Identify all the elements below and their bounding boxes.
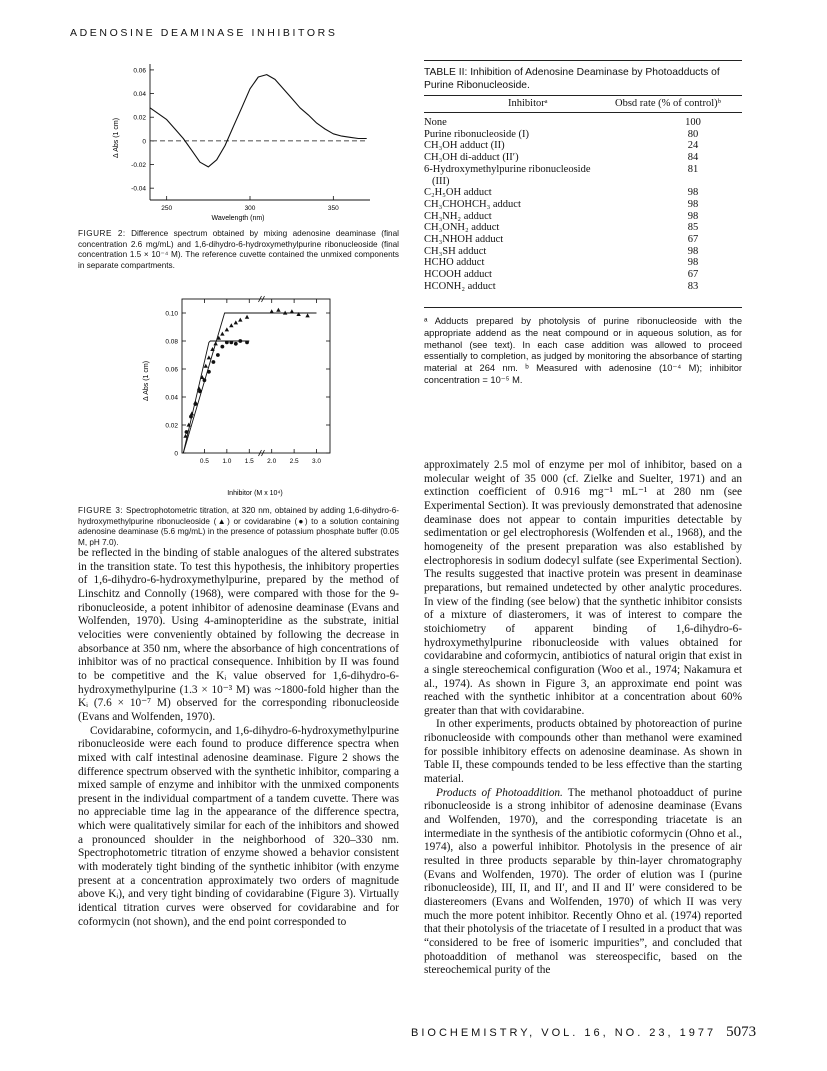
covidarabine-point	[211, 360, 215, 364]
table-cell-rate: 81	[687, 163, 699, 175]
figure-2-caption-text: Difference spectrum obtained by mixing adenosine deaminase (final concentration 2.6 mg/mL) and 1,6-dihydro-6-hydroxymethylpurine ribonucleoside (final concentration 1.5 × 10⁻⁴ M). The reference cuvette contained the unmixed components in separate compartments.	[78, 229, 399, 270]
table-row	[424, 187, 742, 199]
figure-2-x-axis-label: Wavelength (nm)	[211, 215, 265, 222]
x-tick-label: 2.5	[289, 458, 299, 465]
table-row	[424, 140, 742, 152]
table-cell-rate: 98	[687, 198, 699, 210]
x-tick-label: 250	[161, 205, 173, 212]
table-cell-inhibitor: None	[424, 117, 447, 128]
table-row	[424, 129, 742, 141]
synthetic-inhibitor-point	[245, 315, 249, 319]
synthetic-inhibitor-point	[213, 341, 217, 345]
body-paragraph	[424, 787, 742, 978]
synthetic-inhibitor-point	[197, 386, 201, 390]
plot-frame	[182, 299, 330, 453]
titration-fit-line	[183, 341, 249, 453]
table-cell-inhibitor: 6-Hydroxymethylpurine ribonucleoside (III)	[424, 164, 644, 187]
journal-footer	[411, 1024, 756, 1041]
table-cell-inhibitor: CH₃OH adduct (II)	[424, 140, 505, 152]
table-2-col-inhibitor: Inhibitorᵃ	[508, 98, 548, 109]
covidarabine-point	[207, 370, 211, 374]
y-tick-label: 0	[142, 138, 146, 146]
x-tick-label: 0.5	[199, 458, 209, 465]
table-cell-inhibitor: CH₃SH adduct	[424, 245, 487, 257]
table-cell-rate: 98	[687, 210, 699, 222]
running-head: ADENOSINE DEAMINASE INHIBITORS	[70, 27, 338, 39]
covidarabine-point	[185, 430, 189, 434]
table-cell-inhibitor: CH₃NHOH adduct	[424, 234, 504, 246]
table-row	[424, 199, 742, 211]
figure-2-caption-label: FIGURE 2:	[78, 229, 126, 238]
y-tick-label: 0.02	[133, 114, 146, 122]
table-row	[424, 117, 742, 129]
body-paragraph: In other experiments, products obtained by photoreaction of purine ribonucleoside with compounds other than methanol were examined for possible inhibitory effects on adenosine deaminase. As shown in Table II, these compounds tended to be less effective than the starting material.	[424, 718, 742, 786]
figure-3-caption	[78, 506, 399, 548]
table-cell-inhibitor: HCHO adduct	[424, 257, 485, 269]
table-row	[424, 257, 742, 269]
figure-2-chart	[108, 58, 378, 223]
table-cell-rate: 83	[687, 280, 699, 292]
covidarabine-point	[229, 341, 233, 345]
y-tick-label: 0.06	[165, 366, 178, 374]
table-cell-inhibitor: CH₃CHOHCH₃ adduct	[424, 198, 521, 210]
figure-3-chart	[140, 293, 365, 499]
covidarabine-point	[216, 353, 220, 357]
synthetic-inhibitor-point	[238, 318, 242, 322]
table-row	[424, 222, 742, 234]
table-row	[424, 234, 742, 246]
table-row	[424, 164, 742, 187]
y-tick-label: 0.06	[133, 67, 146, 75]
x-tick-label: 350	[327, 205, 339, 212]
figure-3-caption-text: Spectrophotometric titration, at 320 nm, obtained by adding 1,6-dihydro-6-hydroxymethylpurine ribonucleoside (▲) or covidarabine (●) to a solution containing adenosine deaminase (5.6 mg/mL) in the presence of potassium phosphate buffer (0.05 M, pH 7.0).	[78, 506, 399, 547]
table-2-title-text: Inhibition of Adenosine Deaminase by Photoadducts of Purine Ribonucleoside.	[424, 67, 720, 91]
table-row	[424, 281, 742, 293]
table-2-title-label: TABLE II:	[424, 67, 468, 78]
synthetic-inhibitor-point	[290, 309, 294, 313]
y-tick-label: 0.08	[165, 338, 178, 346]
figure-3-y-axis-label: Δ Abs (1 cm)	[143, 360, 150, 402]
table-2-bottom-rule	[424, 307, 742, 308]
section-heading: Products of Photoaddition.	[436, 786, 563, 799]
covidarabine-point	[203, 378, 207, 382]
x-tick-label: 3.0	[312, 458, 322, 465]
titration-fit-line	[183, 313, 316, 453]
covidarabine-point	[220, 345, 224, 349]
body-paragraph: approximately 2.5 mol of enzyme per mol of inhibitor, based on a molecular weight of 35 000 (cf. Zielke and Suelter, 1971) and an extinction coefficient of 0.916 mg⁻¹ mL⁻¹ at 280 nm (see Experimental Section). It was previously demonstrated that adenosine deaminase does not appear to contain impurities detectable by sedimentation or gel electrophoresis (Wolfenden et al., 1968), and the homogeneity of the present preparation was also established by electrophoresis in sodium dodecyl sulfate (see Experimental Section). The results suggested that inactive protein was present in deaminase preparations, but remained undetected by other analytic procedures. In view of the finding (see below) that the synthetic inhibitor consists of a mixture of diasteromers, it was of interest to compare the stoichiometry of apparent binding of 1,6-dihydro-6-hydroxymethylpurine ribonucleoside with values obtained for covidarabine and coformycin, antibiotics of natural origin that exist in a single stereochemical configuration (Woo et al., 1974; Nakamura et al., 1974). As shown in Figure 3, an approximate end point was reached with the synthetic inhibitor at a concentration about 60% greater than that with covidarabine.	[424, 459, 742, 717]
table-cell-rate: 100	[685, 117, 701, 128]
x-tick-label: 1.0	[222, 458, 232, 465]
difference-spectrum-line	[150, 75, 367, 167]
synthetic-inhibitor-point	[276, 308, 280, 312]
synthetic-inhibitor-point	[190, 411, 194, 415]
table-2	[424, 117, 742, 293]
figure-3-caption-label: FIGURE 3:	[78, 506, 124, 515]
table-cell-rate: 80	[687, 128, 699, 140]
covidarabine-point	[225, 341, 229, 345]
table-2-header-rule	[424, 95, 742, 96]
y-tick-label: 0.04	[165, 394, 178, 402]
table-row	[424, 211, 742, 223]
table-cell-inhibitor: CH₃ONH₂ adduct	[424, 222, 500, 234]
table-row	[424, 246, 742, 258]
table-cell-inhibitor: HCOOH adduct	[424, 269, 492, 281]
y-tick-label: -0.04	[131, 185, 146, 193]
table-cell-inhibitor: CH₃NH₂ adduct	[424, 210, 492, 222]
body-paragraph: be reflected in the binding of stable analogues of the altered substrates in the transition state. To test this hypothesis, the inhibitory properties of 1,6-dihydro-6-hydroxymethylpurine, prepared by the method of Linschitz and Connolly (1968), were compared with those for the 9-ribonucleoside, a potent inhibitor of adenosine deaminase (Evans and Wolfenden, 1970). Using 4-aminopteridine as the substrate, initial velocities were conveniently obtained by following the decrease in absorbance at 350 nm, where the absorbance of high concentrations of inhibitor was of no practical consequence. Inhibition by II was found to be competitive and the Kᵢ value observed for 1,6-dihydro-6-hydroxymethylpurine (1.3 × 10⁻³ M) was ~1800-fold higher than the Kᵢ (7.6 × 10⁻⁷ M) observed for the corresponding ribonucleoside (Evans and Wolfenden, 1970).	[78, 547, 399, 723]
body-paragraph-text: The methanol photoadduct of purine ribonucleoside is a strong inhibitor of adenosine deaminase (Evans and Wolfenden, 1970), and the corresponding triacetate is an intermediate in the synthesis of the antibiotic coformycin (Ohno et al., 1974), also a powerful inhibitor. Photolysis in the presence of air resulted in three products separable by thin-layer chromatography (Evans and Wolfenden, 1970). The order of elution was I (purine ribonucleoside), III, II, and II′, and II and II′ were considered to be diastereomers (Evans and Wolfenden, 1970) of which II was very much the more potent inhibitor. Recently Ohno et al. (1974) reported that their photolysis of the triacetate of I resulted in a product that was “considered to be free of isomeric impurities”, and concluded that photoaddition of methanol was stereospecific, based on the stereochemical purity of the	[424, 786, 742, 977]
synthetic-inhibitor-point	[207, 355, 211, 359]
figure-2-caption	[78, 229, 399, 271]
body-paragraph: Covidarabine, coformycin, and 1,6-dihydro-6-hydroxymethylpurine ribonucleoside were each found to produce difference spectra when mixed with calf intestinal adenosine deaminase. Figure 2 shows the difference spectrum observed with the synthetic inhibitor, comparing a mixed sample of enzyme and inhibitor with the unmixed components present in the individual compartment of a tandem cuvette. There was no appreciable time lag in the appearance of the difference spectra, which were qualitatively similar for each of the inhibitors and showed a pronounced shoulder in the neighborhood of 320–330 nm. Spectrophotometric titration of enzyme showed a behavior consistent with moderately tight binding of the synthetic inhibitor (with enzyme present at a concentration approximately two orders of magnitude above Kᵢ), and very tight binding of covidarabine (Figure 3). Virtually identical titration curves were observed for covidarabine and for coformycin (not shown), and the end point corresponded to	[78, 724, 399, 928]
synthetic-inhibitor-point	[269, 309, 273, 313]
covidarabine-point	[189, 415, 193, 419]
table-cell-rate: 98	[687, 245, 699, 257]
table-cell-rate: 67	[687, 234, 699, 246]
table-cell-rate: 98	[687, 257, 699, 269]
covidarabine-point	[194, 402, 198, 406]
table-cell-rate: 67	[687, 269, 699, 281]
table-2-title	[424, 67, 744, 92]
covidarabine-point	[234, 342, 238, 346]
table-cell-rate: 84	[687, 152, 699, 164]
table-2-top-rule	[424, 60, 742, 61]
table-cell-inhibitor: C₂H₅OH adduct	[424, 187, 492, 199]
right-body-column	[424, 459, 742, 978]
synthetic-inhibitor-point	[220, 332, 224, 336]
synthetic-inhibitor-point	[225, 327, 229, 331]
covidarabine-point	[238, 339, 242, 343]
figure-3-x-axis-label: Inhibitor (M x 10⁴)	[227, 490, 283, 497]
synthetic-inhibitor-point	[305, 313, 309, 317]
synthetic-inhibitor-point	[234, 320, 238, 324]
table-2-col-rate: Obsd rate (% of control)ᵇ	[615, 98, 721, 109]
table-row	[424, 269, 742, 281]
table-2-body-rule	[424, 112, 742, 113]
table-cell-inhibitor-cont: (III)	[432, 175, 450, 187]
covidarabine-point	[245, 341, 249, 345]
table-cell-rate: 98	[687, 187, 699, 199]
synthetic-inhibitor-point	[229, 323, 233, 327]
y-tick-label: 0.02	[165, 422, 178, 430]
table-2-footnote: ᵃ Adducts prepared by photolysis of purine ribonucleoside with the appropriate addend as the neat compound or in aqueous solution, as for methanol (see text). In each case addition was allowed to proceed essentially to completion, as judged by monitoring the absorbance of starting material at 264 nm. ᵇ Measured with adenosine (10⁻⁴ M); inhibitor concentration = 10⁻⁵ M.	[424, 316, 742, 385]
table-cell-rate: 85	[687, 222, 699, 234]
x-tick-label: 300	[244, 205, 256, 212]
page-number: 5073	[726, 1024, 757, 1040]
x-tick-label: 2.0	[267, 458, 277, 465]
y-tick-label: 0.10	[165, 310, 178, 318]
figure-2-y-axis-label: Δ Abs (1 cm)	[113, 117, 120, 159]
table-row	[424, 152, 742, 164]
x-tick-label: 1.5	[244, 458, 254, 465]
table-cell-inhibitor: CH₃OH di-adduct (II′)	[424, 152, 519, 164]
y-tick-label: 0	[174, 450, 178, 458]
y-tick-label: -0.02	[131, 162, 146, 170]
y-tick-label: 0.04	[133, 91, 146, 99]
table-cell-rate: 24	[687, 140, 699, 152]
table-cell-inhibitor: Purine ribonucleoside (I)	[424, 128, 529, 140]
left-body-column	[78, 547, 399, 929]
table-cell-inhibitor: HCONH₂ adduct	[424, 280, 496, 292]
covidarabine-point	[198, 390, 202, 394]
journal-citation: BIOCHEMISTRY, VOL. 16, NO. 23, 1977	[411, 1027, 717, 1039]
